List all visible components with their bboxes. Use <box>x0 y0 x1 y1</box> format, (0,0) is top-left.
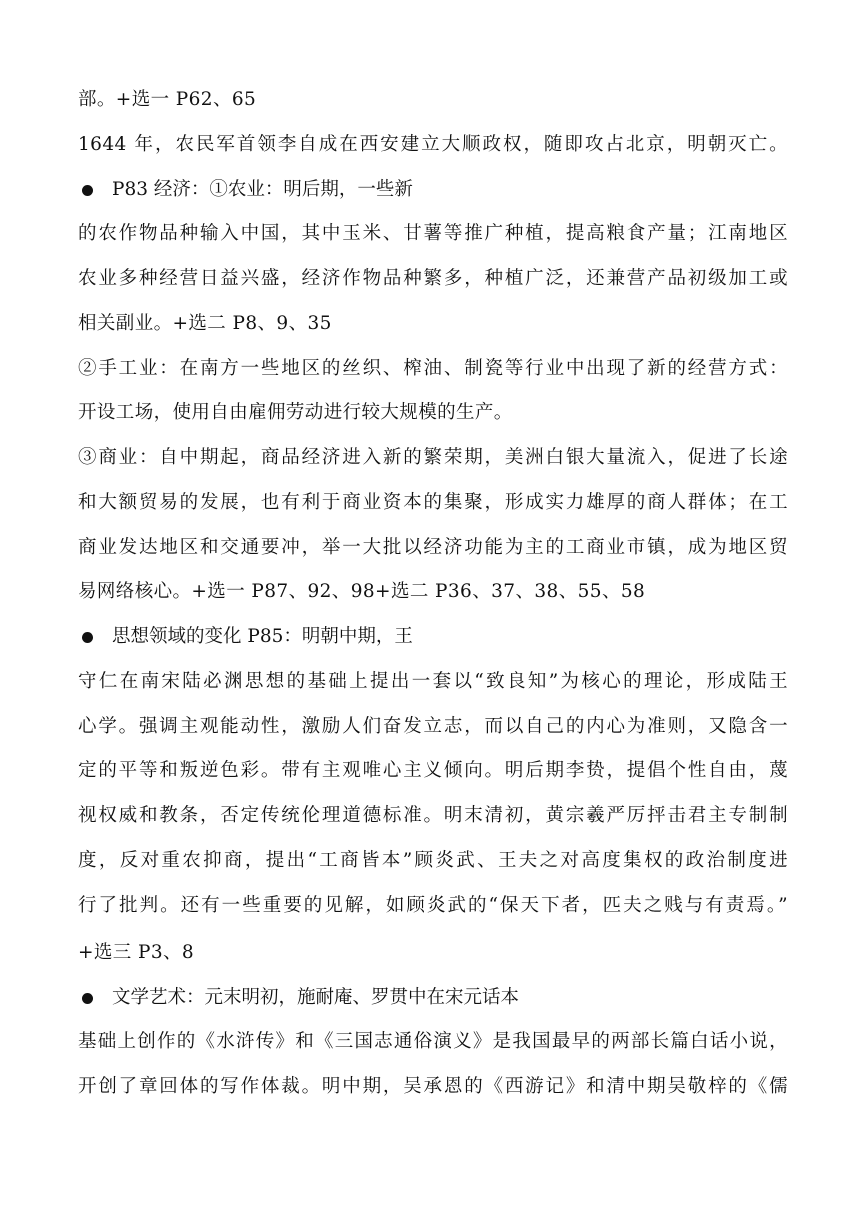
bullet-icon <box>82 185 93 196</box>
text-line: 相关副业。+选二 P8、9、35 <box>78 313 332 334</box>
text-line: ③商业：自中期起，商品经济进入新的繁荣期，美洲白银大量流入，促进了长途 <box>78 447 788 468</box>
text-line: 易网络核心。+选一 P87、92、98+选二 P36、37、38、55、58 <box>78 581 646 602</box>
text-line: 开设工场，使用自由雇佣劳动进行较大规模的生产。 <box>78 402 513 423</box>
bullet-icon <box>82 993 93 1004</box>
text-line: 视权威和教条，否定传统伦理道德标准。明末清初，黄宗羲严厉抨击君主专制制 <box>78 805 788 826</box>
text-line: +选三 P3、8 <box>78 942 195 963</box>
bullet-text: 文学艺术：元末明初，施耐庵、罗贯中在宋元话本 <box>112 987 520 1008</box>
text-line: 部。+选一 P62、65 <box>78 89 257 110</box>
text-line: 度，反对重农抑商，提出“工商皆本”顾炎武、王夫之对高度集权的政治制度进 <box>78 850 788 871</box>
bullet-item-economy <box>78 178 788 202</box>
text-line: 农业多种经营日益兴盛，经济作物品种繁多，种植广泛，还兼营产品初级加工或 <box>78 268 788 289</box>
text-line: 商业发达地区和交通要冲，举一大批以经济功能为主的工商业市镇，成为地区贸 <box>78 537 788 558</box>
text-line: 守仁在南宋陆必渊思想的基础上提出一套以“致良知”为核心的理论，形成陆王 <box>78 671 788 692</box>
text-line: 行了批判。还有一些重要的见解，如顾炎武的“保天下者，匹夫之贱与有责焉。” <box>78 895 788 916</box>
bullet-text: P83 经济：①农业：明后期，一些新 <box>112 179 413 200</box>
text-line: 开创了章回体的写作体裁。明中期，吴承恩的《西游记》和清中期吴敬梓的《儒 <box>78 1076 788 1097</box>
bullet-text: 思想领域的变化 P85：明朝中期，王 <box>112 626 413 647</box>
text-line: 1644 年，农民军首领李自成在西安建立大顺政权，随即攻占北京，明朝灭亡。 <box>78 134 788 155</box>
text-line: 心学。强调主观能动性，激励人们奋发立志，而以自己的内心为准则，又隐含一 <box>78 716 788 737</box>
bullet-icon <box>82 632 93 643</box>
text-line: ②手工业：在南方一些地区的丝织、榨油、制瓷等行业中出现了新的经营方式： <box>78 358 788 379</box>
text-line: 定的平等和叛逆色彩。带有主观唯心主义倾向。明后期李贽，提倡个性自由，蔑 <box>78 760 788 781</box>
text-line: 的农作物品种输入中国，其中玉米、甘薯等推广种植，提高粮食产量；江南地区 <box>78 223 788 244</box>
text-line: 和大额贸易的发展，也有利于商业资本的集聚，形成实力雄厚的商人群体；在工 <box>78 492 788 513</box>
bullet-item-literature <box>78 986 788 1010</box>
bullet-item-thought <box>78 625 788 649</box>
text-line: 基础上创作的《水浒传》和《三国志通俗演义》是我国最早的两部长篇白话小说， <box>78 1031 788 1052</box>
